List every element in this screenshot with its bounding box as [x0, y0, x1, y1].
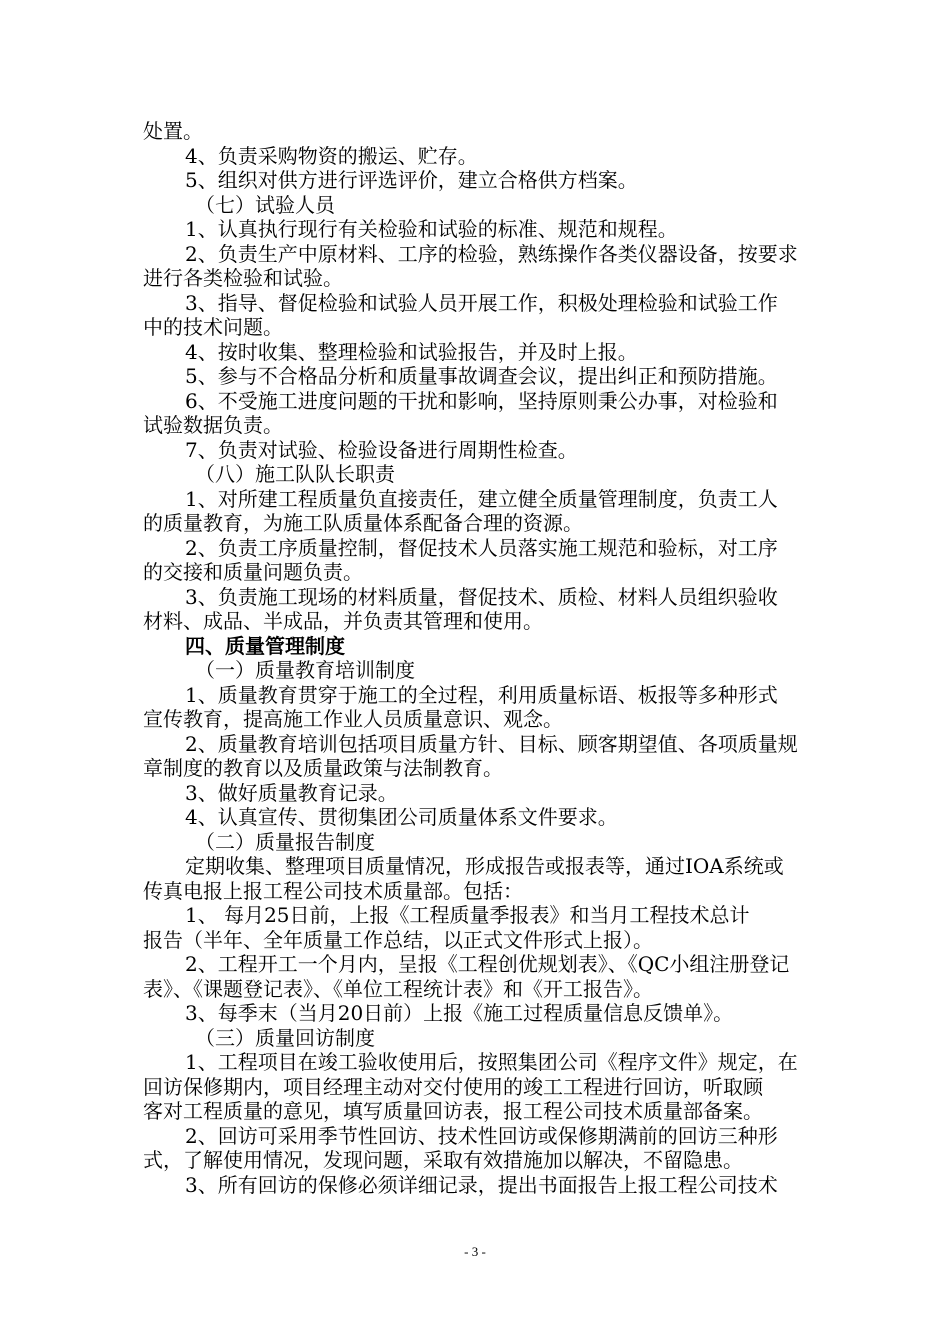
text-line: 报告（半年、全年质量工作总结，以正式文件形式上报）。 — [143, 927, 653, 952]
text-line: （七）试验人员 — [195, 192, 335, 217]
text-line: 试验数据负责。 — [143, 413, 283, 437]
text-line: 3、做好质量教育记录。 — [185, 780, 398, 805]
text-line: 宣传教育，提高施工作业人员质量意识、观念。 — [143, 707, 563, 731]
text-line: 2、负责工序质量控制，督促技术人员落实施工规范和验标，对工序 — [185, 535, 778, 560]
text-line: （三）质量回访制度 — [195, 1025, 375, 1050]
text-line: 表》、《课题登记表》、《单位工程统计表》和《开工报告》。 — [143, 976, 653, 1001]
section-heading: 四、质量管理制度 — [185, 633, 345, 658]
text-line: 1、对所建工程质量负直接责任，建立健全质量管理制度，负责工人 — [185, 486, 778, 511]
text-line: 3、所有回访的保修必须详细记录，提出书面报告上报工程公司技术 — [185, 1172, 778, 1197]
text-line: 传真电报上报工程公司技术质量部。包括： — [143, 878, 523, 903]
text-line: 2、负责生产中原材料、工序的检验，熟练操作各类仪器设备，按要求 — [185, 241, 798, 266]
text-line: 进行各类检验和试验。 — [143, 266, 343, 290]
text-line: 处置。 — [143, 119, 203, 143]
text-line: 定期收集、整理项目质量情况，形成报告或报表等，通过IOA系统或 — [185, 854, 784, 878]
text-line: 6、不受施工进度问题的干扰和影响，坚持原则秉公办事，对检验和 — [185, 388, 778, 413]
page-number: - 3 - — [464, 1244, 486, 1259]
text-line: 1、质量教育贯穿于施工的全过程，利用质量标语、板报等多种形式 — [185, 682, 778, 707]
text-line: 材料、成品、半成品，并负责其管理和使用。 — [143, 609, 543, 633]
text-line: 1、认真执行现行有关检验和试验的标准、规范和规程。 — [185, 217, 678, 241]
text-line: 5、组织对供方进行评选评价，建立合格供方档案。 — [185, 168, 638, 192]
text-line: （八）施工队队长职责 — [195, 462, 395, 486]
text-line: 2、工程开工一个月内，呈报《工程创优规划表》、《QC小组注册登记 — [185, 952, 790, 976]
text-line: 3、每季末（当月20日前）上报《施工过程质量信息反馈单》。 — [185, 1001, 734, 1025]
text-line: 3、负责施工现场的材料质量，督促技术、质检、材料人员组织验收 — [185, 584, 778, 609]
text-line: 中的技术问题。 — [143, 315, 283, 339]
document-body — [143, 119, 837, 1197]
text-line: （二）质量报告制度 — [195, 829, 375, 854]
text-line: 4、负责采购物资的搬运、贮存。 — [185, 143, 478, 168]
text-line: 式，了解使用情况，发现问题，采取有效措施加以解决，不留隐患。 — [143, 1148, 743, 1172]
text-line: 5、参与不合格品分析和质量事故调查会议，提出纠正和预防措施。 — [185, 364, 778, 388]
text-line: 7、负责对试验、检验设备进行周期性检查。 — [185, 437, 578, 462]
text-line: 的质量教育，为施工队质量体系配备合理的资源。 — [143, 511, 583, 535]
text-line: 1、工程项目在竣工验收使用后，按照集团公司《程序文件》规定，在 — [185, 1050, 798, 1074]
text-line: 4、按时收集、整理检验和试验报告，并及时上报。 — [185, 339, 638, 364]
text-line: 客对工程质量的意见，填写质量回访表，报工程公司技术质量部备案。 — [143, 1099, 763, 1123]
text-line: 2、质量教育培训包括项目质量方针、目标、顾客期望值、各项质量规 — [185, 731, 798, 756]
text-line: 章制度的教育以及质量政策与法制教育。 — [143, 756, 503, 780]
text-line: 4、认真宣传、贯彻集团公司质量体系文件要求。 — [185, 805, 618, 829]
text-line: 3、指导、督促检验和试验人员开展工作，积极处理检验和试验工作 — [185, 290, 778, 315]
text-line: （一）质量教育培训制度 — [195, 658, 415, 682]
text-line: 回访保修期内，项目经理主动对交付使用的竣工工程进行回访，听取顾 — [143, 1074, 763, 1099]
text-line: 2、回访可采用季节性回访、技术性回访或保修期满前的回访三种形 — [185, 1123, 778, 1148]
text-line: 1、 每月25日前，上报《工程质量季报表》和当月工程技术总计 — [185, 903, 750, 927]
text-line: 的交接和质量问题负责。 — [143, 560, 363, 584]
